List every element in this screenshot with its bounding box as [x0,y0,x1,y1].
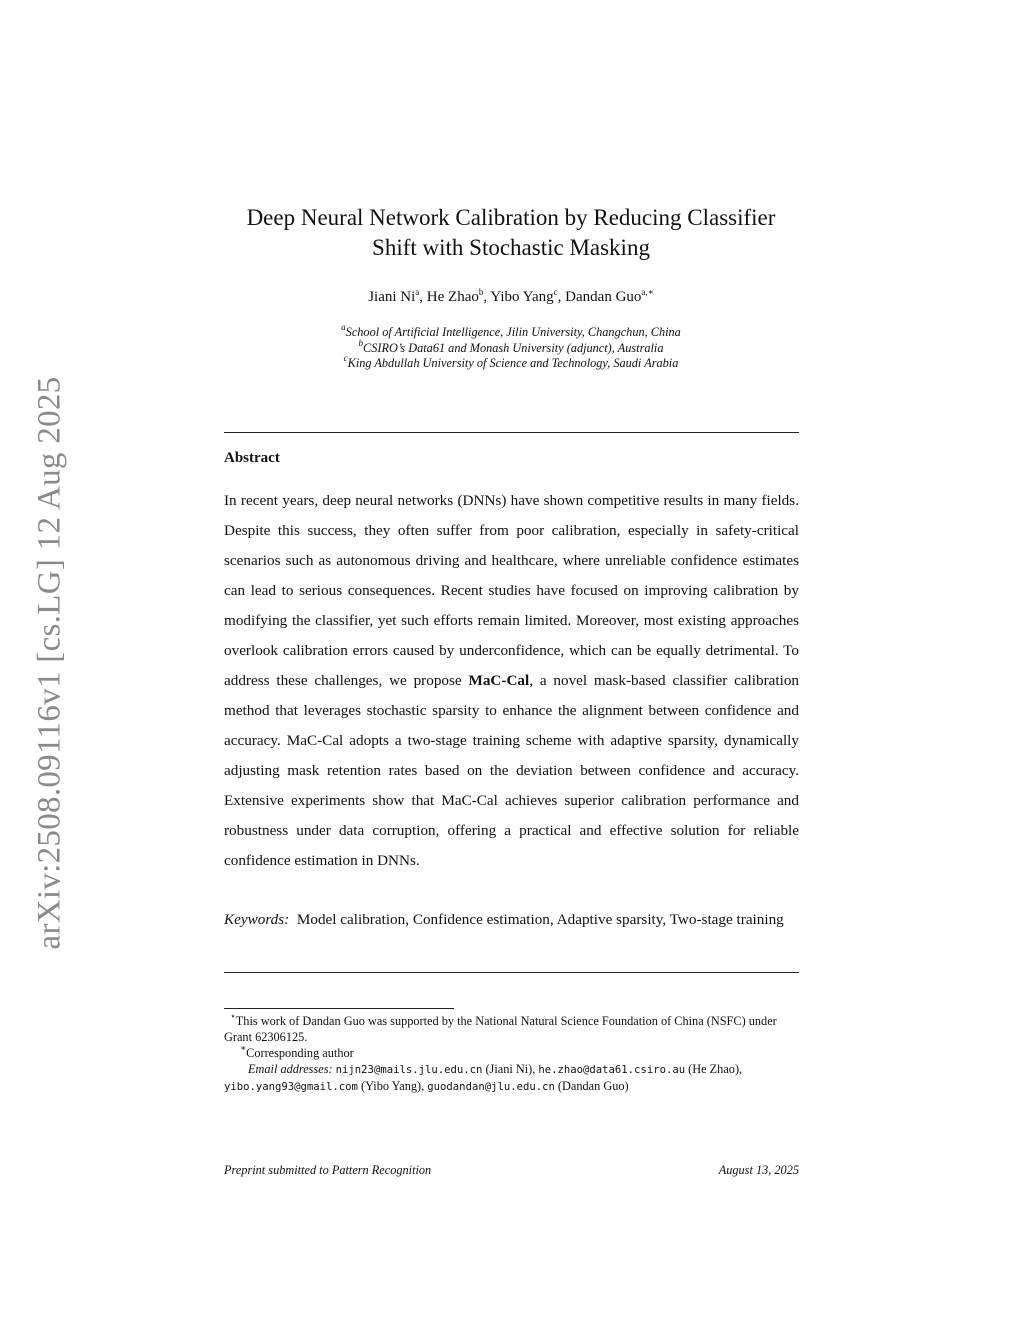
author-name: Dandan Guo [565,289,642,305]
abstract-body [224,486,799,876]
keywords [224,905,799,935]
title-line: Shift with Stochastic Masking [372,235,650,260]
author-separator: , [419,289,427,305]
affiliation-mark: a [341,322,346,332]
affiliation-list [222,322,800,372]
footnote-corresponding [224,1045,799,1061]
abstract-text: In recent years, deep neural networks (DNNs) have shown competitive results in many fields. Despite this success, they often suffer from poor calibration, especially in safety-critical scenarios such as autonomous driving and healthcare, where unreliable confidence estimates can lead to serious consequences. Recent studies have focused on improving calibration by modifying the classifier, yet such efforts remain limited. Moreover, most existing approaches overlook calibration errors caused by underconfidence, which can be equally detrimental. To address these challenges, we propose [224,492,799,689]
affiliation-mark: b [358,337,364,348]
author-affiliation-mark: b [478,287,484,297]
arxiv-identifier: arXiv:2508.09116v1 [cs.LG] 12 Aug 2025 [31,376,68,950]
email-link[interactable]: guodandan@jlu.edu.cn [427,1081,555,1093]
abstract-heading: Abstract [224,450,280,466]
abstract-bottom-rule [224,972,799,973]
author-separator: , [483,289,491,305]
method-name: MaC-Cal [468,672,530,689]
email-owner: (Dandan Guo) [554,1079,629,1093]
affiliation-text: School of Artificial Intelligence, Jilin University, Changchun, China [345,325,681,339]
footnote-mark: ⋆ [230,1011,236,1021]
footer-date: August 13, 2025 [718,1163,799,1177]
abstract-text: , a novel mask-based classifier calibration method that leverages stochastic sparsity to enhance the alignment between confidence and accuracy. MaC-Cal adopts a two-stage training scheme with adaptive sparsity, dynamically adjusting mask retention rates based on the deviation between confidence and accuracy. Extensive experiments show that MaC-Cal achieves superior calibration performance and robustness under data corruption, offering a practical and effective solution for reliable confidence estimation in DNNs. [224,672,800,869]
email-link[interactable]: nijn23@mails.jlu.edu.cn [335,1064,483,1076]
paper-title [222,203,800,263]
affiliation-text: CSIRO’s Data61 and Monash University (adjunct), Australia [363,340,664,355]
abstract-paragraph [224,486,799,876]
author-name: Yibo Yang [490,289,554,305]
email-owner: (He Zhao), [685,1062,743,1076]
author-name: Jiani Ni [368,289,416,305]
keywords-text: Model calibration, Confidence estimation, Adaptive sparsity, Two-stage training [296,911,784,928]
email-link[interactable]: yibo.yang93@gmail.com [224,1081,358,1093]
title-line: Deep Neural Network Calibration by Reducing Classifier [246,205,776,230]
email-label: Email addresses: [248,1062,333,1076]
keywords-label: Keywords: [224,911,290,928]
abstract-top-rule [224,432,799,433]
email-owner: (Jiani Ni), [482,1062,539,1076]
affiliation-mark: c [343,353,348,363]
author-affiliation-mark: c [553,287,558,297]
author-name: He Zhao [426,289,479,305]
author-separator: , [557,289,566,305]
footnote-text: This work of Dandan Guo was supported by the National Natural Science Foundation of China (NSFC) under Grant 62306125. [224,1014,777,1044]
affiliation [222,337,800,357]
affiliation [222,322,800,341]
email-owner: (Yibo Yang), [357,1079,428,1093]
author-affiliation-mark: a [415,287,420,297]
author-affiliation-mark: a,∗ [641,287,654,297]
author-list [222,289,800,306]
footnote-funding [224,1013,799,1045]
footnote-rule [224,1008,454,1009]
affiliation-text: King Abdullah University of Science and Technology, Saudi Arabia [347,356,679,370]
footnotes [224,1013,799,1095]
footnote-emails [224,1061,799,1095]
footnote-text: Corresponding author [246,1046,354,1060]
footnote-mark: ∗ [240,1043,247,1053]
email-link[interactable]: he.zhao@data61.csiro.au [538,1064,686,1076]
affiliation [222,353,800,372]
footer-journal: Preprint submitted to Pattern Recognition [224,1163,432,1177]
